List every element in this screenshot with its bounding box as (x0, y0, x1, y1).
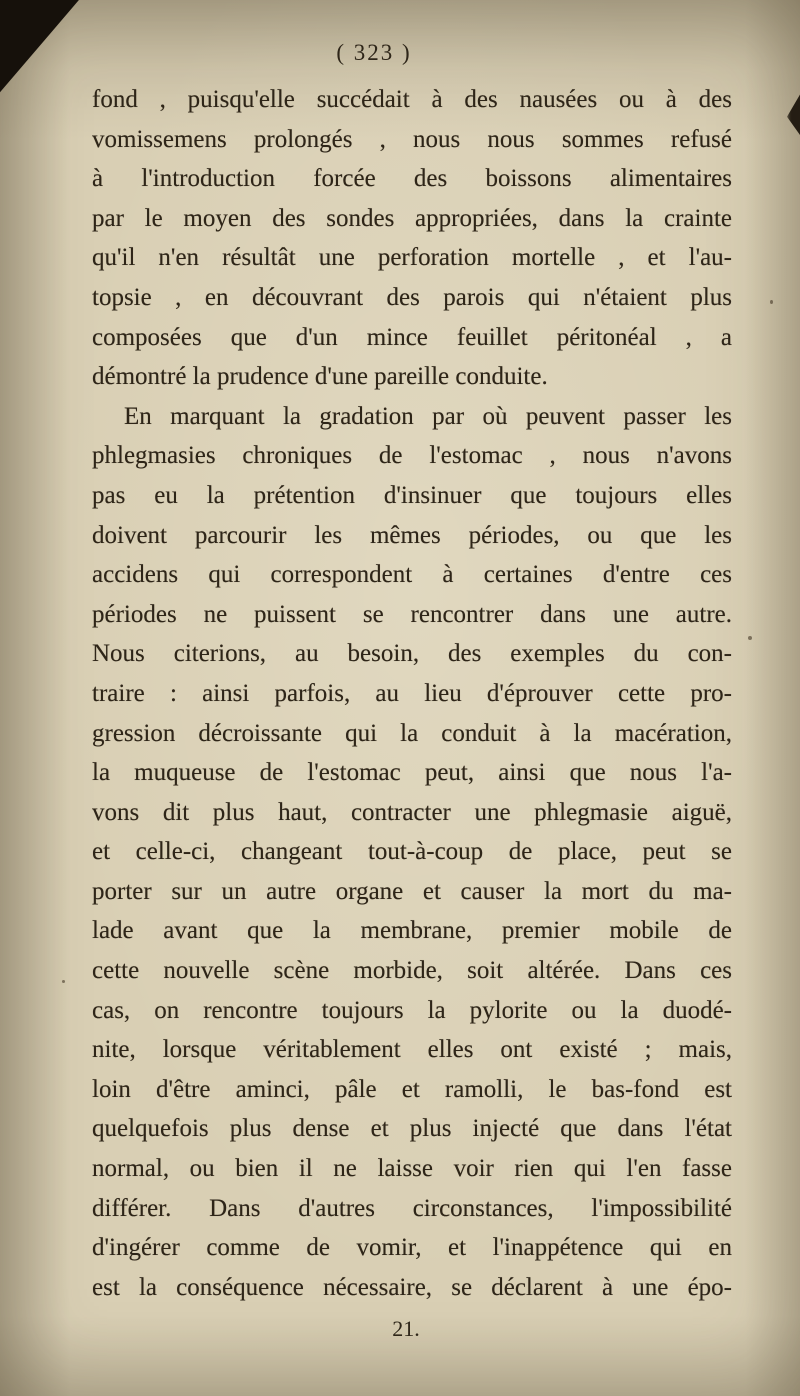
text-line: loin d'être aminci, pâle et ramolli, le bas-fond est (92, 1075, 732, 1103)
text-line: En marquant la gradation par où peuvent passer les (124, 402, 732, 430)
text-line: cette nouvelle scène morbide, soit altérée. Dans ces (92, 957, 732, 985)
text-line: qu'il n'en résultât une perforation mortelle , et l'au- (92, 244, 732, 272)
page-edge-mark (787, 86, 800, 142)
text-line: et celle-ci, changeant tout-à-coup de place, peut se (92, 838, 732, 866)
text-line: fond , puisqu'elle succédait à des nausées ou à des (92, 86, 732, 113)
text-line: normal, ou bien il ne laisse voir rien qui l'en fasse (92, 1155, 732, 1183)
text-line: différer. Dans d'autres circonstances, l'impossibilité (92, 1194, 732, 1222)
text-line: démontré la prudence d'une pareille conduite. (92, 363, 548, 391)
text-line: composées que d'un mince feuillet péritonéal , a (92, 323, 732, 351)
paper-speck (62, 980, 65, 983)
text-line: la muqueuse de l'estomac peut, ainsi que nous l'a- (92, 759, 732, 787)
text-line: à l'introduction forcée des boissons alimentaires (92, 165, 732, 193)
signature-mark: 21. (392, 1316, 420, 1341)
text-line: d'ingérer comme de vomir, et l'inappétence qui en (92, 1234, 732, 1262)
text-line: vons dit plus haut, contracter une phlegmasie aiguë, (92, 798, 732, 826)
page-number: ( 323 ) (336, 40, 412, 65)
text-line: est la conséquence nécessaire, se déclarent à une épo- (92, 1273, 732, 1301)
paper-speck (770, 300, 773, 304)
text-line: gression décroissante qui la conduit à la macération, (92, 719, 732, 747)
paper-speck (748, 636, 752, 640)
text-line: par le moyen des sondes appropriées, dans la crainte (92, 204, 732, 232)
text-line: topsie , en découvrant des parois qui n'étaient plus (92, 283, 732, 311)
text-line: phlegmasies chroniques de l'estomac , nous n'avons (92, 442, 732, 470)
text-line: périodes ne puissent se rencontrer dans une autre. (92, 600, 732, 628)
text-line: Nous citerions, au besoin, des exemples du con- (92, 640, 732, 668)
text-line: lade avant que la membrane, premier mobile de (92, 917, 732, 945)
text-line: quelquefois plus dense et plus injecté que dans l'état (92, 1115, 732, 1143)
text-line: doivent parcourir les mêmes périodes, ou que les (92, 521, 732, 549)
text-line: traire : ainsi parfois, au lieu d'éprouver cette pro- (92, 679, 732, 707)
text-line: pas eu la prétention d'insinuer que toujours elles (92, 481, 732, 509)
page-text (92, 80, 732, 1307)
text-line: vomissemens prolongés , nous nous sommes refusé (92, 125, 732, 153)
text-line: cas, on rencontre toujours la pylorite ou la duodé- (92, 996, 732, 1024)
text-line: accidens qui correspondent à certaines d'entre ces (92, 561, 732, 589)
text-line: porter sur un autre organe et causer la mort du ma- (92, 877, 732, 905)
text-line: nite, lorsque véritablement elles ont existé ; mais, (92, 1036, 732, 1064)
